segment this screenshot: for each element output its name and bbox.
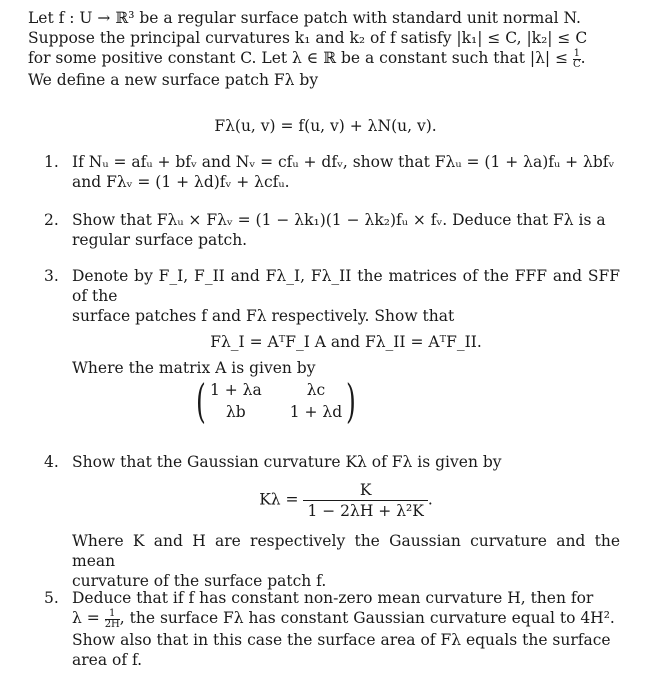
fraction-numerator: 1 [109, 607, 116, 619]
question-3-line-3: Where the matrix A is given by [72, 359, 316, 377]
fraction-numerator: K [359, 481, 372, 499]
lambda-fraction [105, 609, 120, 630]
question-5-line-4: area of f. [72, 650, 143, 669]
fraction-denominator: 1 − 2λH + λ²K [303, 500, 427, 521]
question-number: 1. [44, 153, 59, 171]
intro-line-1: Let f : U → ℝ³ be a regular surface patch with standard unit normal N. [28, 9, 581, 27]
question-number: 3. [44, 267, 59, 285]
left-paren: ( [196, 374, 206, 428]
question-5-line-2-start: λ = [72, 609, 100, 627]
fraction-numerator: 1 [573, 47, 581, 59]
curvature-fraction [303, 480, 427, 521]
intro-line-3 [28, 48, 628, 70]
question-5-line-1: Deduce that if f has constant non-zero mean curvature H, then for [72, 589, 594, 607]
question-4-line-1: Show that the Gaussian curvature Kλ of Fλ is given by [72, 453, 502, 471]
question-4 [44, 452, 620, 591]
intro-line-2: Suppose the principal curvatures k₁ and k₂ of f satisfy |k₁| ≤ C, |k₂| ≤ C [28, 29, 588, 47]
lambda-bound-fraction [573, 49, 581, 70]
main-equation: Fλ(u, v) = f(u, v) + λN(u, v). [214, 117, 437, 135]
intro-line-3-text: for some positive constant C. Let λ ∈ ℝ be a constant such that |λ| ≤ [28, 49, 569, 67]
question-3-line-2: surface patches f and Fλ respectively. Show that [72, 307, 455, 325]
gaussian-curvature-equation [72, 480, 620, 521]
question-2 [44, 210, 620, 250]
right-paren: ) [346, 374, 357, 428]
matrix-entry: 1 + λa [209, 381, 262, 399]
fraction-denominator: C [573, 58, 581, 70]
intro-line-4: We define a new surface patch Fλ by [28, 70, 319, 89]
fraction-denominator: 2H [104, 618, 120, 630]
question-1-line-2: and Fλᵥ = (1 + λd)fᵥ + λcfᵤ. [72, 173, 290, 191]
matrix-entry: 1 + λd [289, 403, 343, 421]
question-2-line-1: Show that Fλᵤ × Fλᵥ = (1 − λk₁)(1 − λk₂)fᵤ × fᵥ. Deduce that Fλ is a [72, 211, 606, 229]
intro-line-3-end: . [580, 49, 586, 67]
question-5-line-2 [72, 608, 620, 630]
question-3-line-1: Denote by F_I, F_II and Fλ_I, Fλ_II the matrices of the FFF and SFF of the [72, 267, 620, 305]
question-2-line-2: regular surface patch. [72, 231, 248, 249]
question-4-line-2: Where K and H are respectively the Gaussian curvature and the mean [72, 532, 620, 570]
equation-end: . [427, 490, 433, 509]
equation-lhs: Kλ = [259, 490, 299, 509]
question-number: 2. [44, 211, 59, 229]
question-number: 4. [44, 453, 59, 471]
intro-paragraph [28, 8, 628, 90]
matrix-entries [210, 380, 342, 422]
question-3 [44, 266, 620, 428]
question-4-line-3: curvature of the surface patch f. [72, 572, 327, 590]
matrix-entry: λc [306, 381, 326, 399]
question-number: 5. [44, 589, 59, 607]
question-5-line-2-text: , the surface Fλ has constant Gaussian curvature equal to 4H². [119, 609, 615, 627]
matrix-a [192, 374, 360, 428]
fff-sff-equation: Fλ_I = AᵀF_I A and Fλ_II = AᵀF_II. [210, 333, 482, 351]
question-1 [44, 152, 620, 192]
question-5-line-3: Show also that in this case the surface area of Fλ equals the surface [72, 630, 611, 649]
matrix-entry: λb [225, 403, 246, 421]
question-1-line-1: If Nᵤ = afᵤ + bfᵥ and Nᵥ = cfᵤ + dfᵥ, show that Fλᵤ = (1 + λa)fᵤ + λbfᵥ [72, 153, 615, 171]
question-5 [44, 588, 620, 670]
